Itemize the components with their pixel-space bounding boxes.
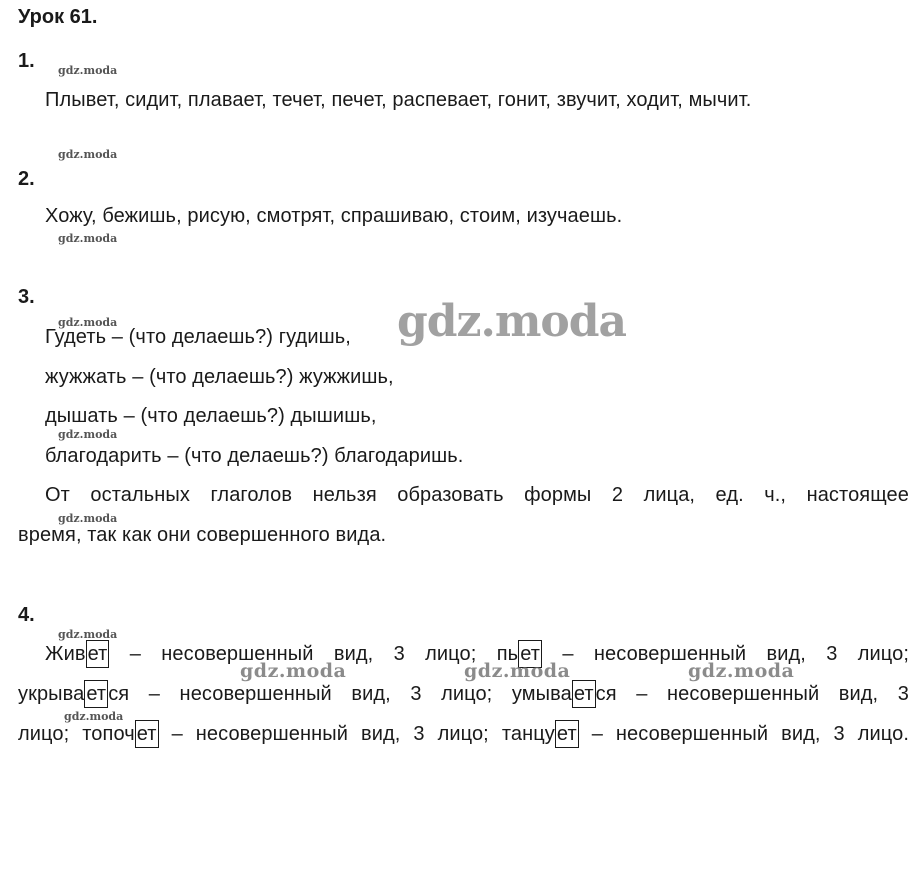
- ending-box: ет: [84, 680, 108, 708]
- description: – несовершенный вид, 3 лицо;: [129, 643, 477, 665]
- ending-box: ет: [572, 680, 596, 708]
- task-1-answer: Плывет, сидит, плавает, течет, печет, распевает, гонит, звучит, ходит, мычит.: [45, 89, 752, 111]
- task-3-line-3: дышать – (что делаешь?) дышишь,: [45, 405, 377, 427]
- word-stem: топоч: [82, 723, 135, 745]
- watermark-large: gdz.moda: [397, 296, 627, 347]
- description: – несовершенный вид, 3 лицо;: [171, 723, 489, 745]
- task-3-note-line-2: время, так как они совершенного вида.: [18, 524, 387, 546]
- description: – несовершенный вид, 3 лицо.: [591, 723, 909, 745]
- word-stem: укрыва: [18, 683, 85, 705]
- watermark-small: gdz.moda: [58, 316, 118, 329]
- word-stem: Жив: [45, 643, 86, 665]
- ending-box: ет: [135, 720, 159, 748]
- ending-box: ет: [86, 640, 110, 668]
- word-stem: пь: [496, 643, 519, 665]
- task-4-line-2: [18, 680, 909, 708]
- description: – несовершенный вид, 3 лицо;: [148, 683, 493, 705]
- ending-box: ет: [555, 720, 579, 748]
- task-3-line-4: благодарить – (что делаешь?) благодаришь.: [45, 445, 464, 467]
- watermark-small: gdz.moda: [58, 628, 118, 641]
- task-3-note-line-1: От остальных глаголов нельзя образовать формы 2 лица, ед. ч., настоящее: [45, 484, 909, 506]
- watermark-small: gdz.moda: [58, 512, 118, 525]
- watermark-medium: gdz.moda: [464, 660, 571, 682]
- task-3-line-1: Гудеть – (что делаешь?) гудишь,: [45, 326, 351, 348]
- watermark-small: gdz.moda: [58, 428, 118, 441]
- page-title: Урок 61.: [18, 6, 98, 28]
- description: – несовершенный вид, 3: [636, 683, 909, 705]
- ending-box: ет: [518, 640, 542, 668]
- word-suffix: ся: [108, 683, 130, 705]
- description: – несовершенный вид, 3 лицо;: [562, 643, 910, 665]
- watermark-medium: gdz.moda: [688, 660, 795, 682]
- word-stem: танцу: [501, 723, 555, 745]
- watermark-small: gdz.moda: [58, 64, 118, 77]
- word-suffix: ся: [595, 683, 617, 705]
- task-4-line-3: [18, 720, 909, 748]
- word-stem: умыва: [511, 683, 572, 705]
- watermark-small: gdz.moda: [58, 232, 118, 245]
- task-3-number: 3.: [18, 286, 35, 308]
- task-3-line-2: жужжать – (что делаешь?) жужжишь,: [45, 366, 394, 388]
- watermark-small: gdz.moda: [64, 710, 124, 723]
- watermark-small: gdz.moda: [58, 148, 118, 161]
- description: лицо;: [18, 723, 70, 745]
- task-4-number: 4.: [18, 604, 35, 626]
- task-2-answer: Хожу, бежишь, рисую, смотрят, спрашиваю, стоим, изучаешь.: [45, 205, 623, 227]
- task-2-number: 2.: [18, 168, 35, 190]
- watermark-medium: gdz.moda: [240, 660, 347, 682]
- task-1-number: 1.: [18, 50, 35, 72]
